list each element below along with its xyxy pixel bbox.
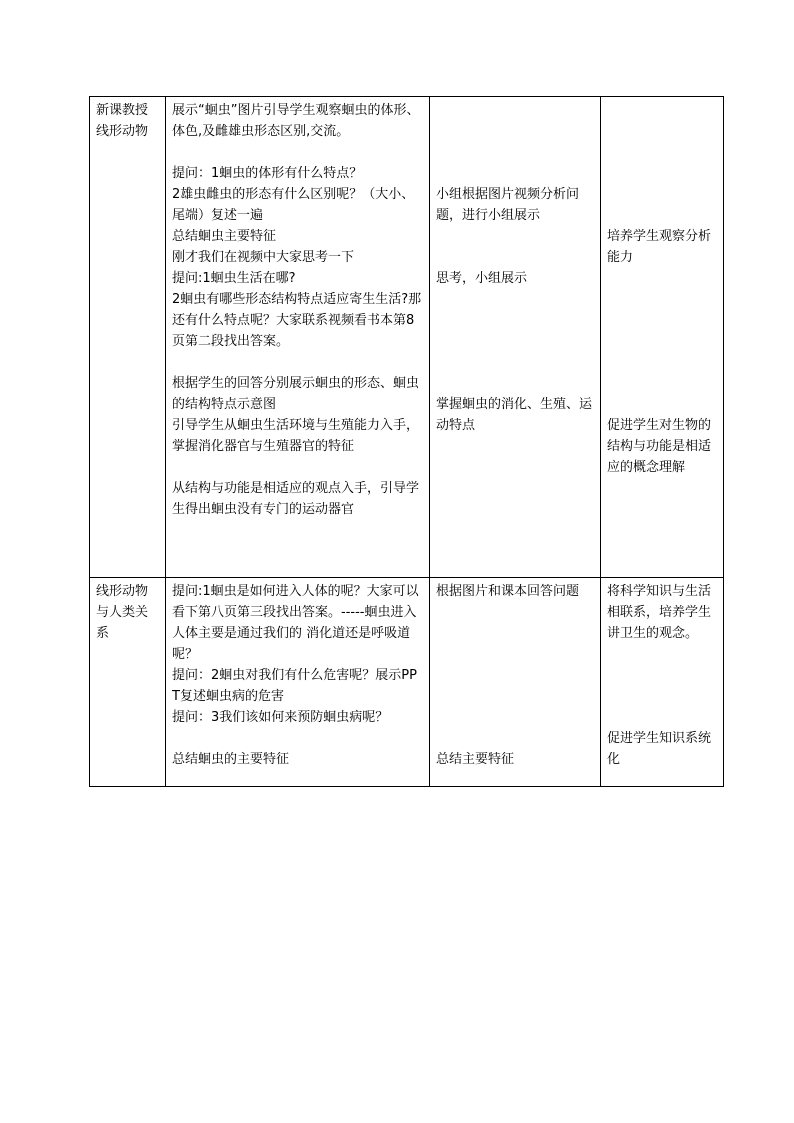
teacher-line: 刚才我们在视频中大家思考一下 — [172, 250, 355, 265]
table-row — [90, 97, 724, 578]
student-line: 掌握蛔虫的消化、生殖、运动特点 — [436, 397, 593, 433]
teacher-activity-cell — [166, 578, 430, 787]
spacer — [172, 142, 423, 163]
purpose-cell — [601, 578, 724, 787]
student-line: 思考，小组展示 — [436, 271, 528, 286]
teacher-activity-cell — [166, 97, 430, 578]
teacher-line: 2雄虫雌虫的形态有什么区别呢？（大小、尾端）复述一遍 — [172, 187, 415, 223]
teacher-line: 提问：2蛔虫对我们有什么危害呢？展示PPT复述蛔虫病的危害 — [172, 668, 417, 704]
stage-cell: 线形动物与人类关系 — [90, 578, 166, 787]
lesson-plan-table — [89, 96, 724, 787]
student-activity-cell — [430, 578, 601, 787]
purpose-cell — [601, 97, 724, 578]
teacher-line: 引导学生从蛔虫生活环境与生殖能力入手，掌握消化器官与生殖器官的特征 — [172, 418, 420, 454]
stage-cell: 新课教授线形动物 — [90, 97, 166, 578]
teacher-line: 总结蛔虫主要特征 — [172, 229, 277, 244]
purpose-line: 促进学生对生物的结构与功能是相适应的概念理解 — [607, 418, 712, 475]
teacher-line: 展示“蛔虫”图片引导学生观察蛔虫的体形、体色,及雌雄虫形态区别,交流。 — [172, 103, 420, 139]
purpose-line: 将科学知识与生活相联系，培养学生讲卫生的观念。 — [607, 584, 712, 641]
teacher-line: 根据学生的回答分别展示蛔虫的形态、蛔虫的结构特点示意图 — [172, 376, 420, 412]
student-line: 小组根据图片视频分析问题，进行小组展示 — [436, 187, 580, 223]
student-line: 总结主要特征 — [436, 752, 515, 767]
teacher-line: 提问:1蛔虫生活在哪? — [172, 271, 296, 286]
purpose-line: 促进学生知识系统化 — [607, 731, 712, 767]
spacer — [172, 352, 423, 373]
teacher-line: 提问：3我们该如何来预防蛔虫病呢？ — [172, 710, 389, 725]
table-row — [90, 578, 724, 787]
teacher-line: 总结蛔虫的主要特征 — [172, 752, 290, 767]
teacher-line: 2蛔虫有哪些形态结构特点适应寄生生活?那还有什么特点呢？大家联系视频看书本第8页第二段找出答案。 — [172, 292, 422, 349]
spacer — [172, 457, 423, 478]
student-line: 根据图片和课本回答问题 — [436, 584, 580, 599]
purpose-line: 培养学生观察分析能力 — [607, 229, 712, 265]
spacer — [172, 728, 423, 749]
teacher-line: 提问:1蛔虫是如何进入人体的呢？大家可以看下第八页第三段找出答案。-----蛔虫进入人体主要是通过我们的 消化道还是呼吸道呢？ — [172, 584, 419, 662]
student-activity-cell — [430, 97, 601, 578]
teacher-line: 从结构与功能是相适应的观点入手，引导学生得出蛔虫没有专门的运动器官 — [172, 481, 420, 517]
teacher-line: 提问：1蛔虫的体形有什么特点？ — [172, 166, 363, 181]
